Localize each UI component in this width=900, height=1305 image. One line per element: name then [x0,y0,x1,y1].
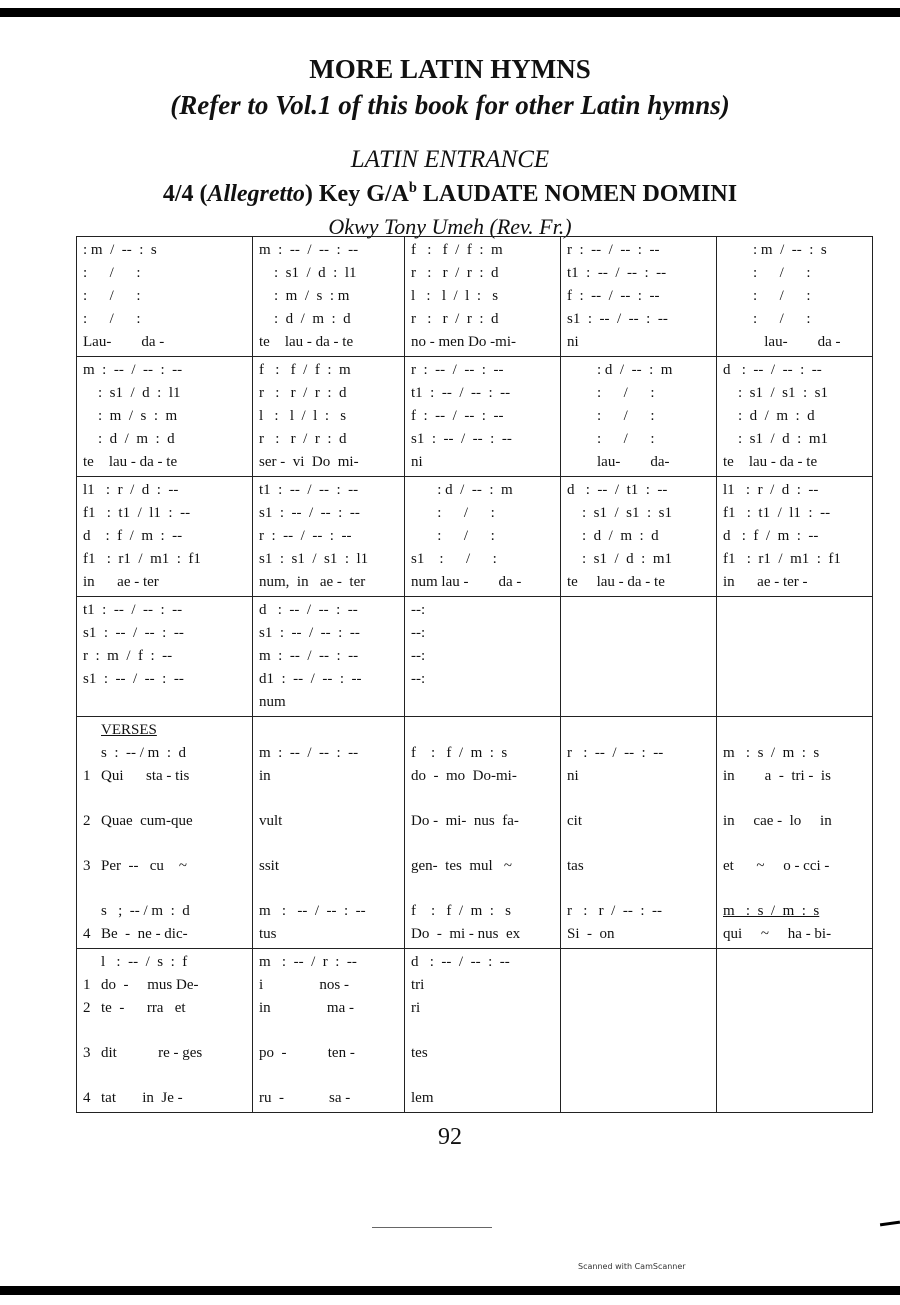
score-line: te lau - da - te [259,334,354,350]
empty-cell [561,949,717,1113]
score-line: num [259,694,286,710]
score-cell [561,597,717,717]
score-line: s1 : -- / -- : -- [567,311,668,327]
score-line: : / : [723,265,811,281]
score-line: s1 : -- / -- : -- [259,625,360,641]
verse-line: gen- tes mul ~ [411,858,513,874]
verse-line: lem [411,1090,434,1106]
score-row [77,597,873,717]
score-line: ser - vi Do mi- [259,454,359,470]
score-line: d : f / m : -- [723,528,819,544]
score-line: s1 : -- / -- : -- [259,505,360,521]
page-number: 92 [438,1124,462,1150]
verse-line: Be - ne - dic- [101,926,188,942]
verse-line: do - mo Do-mi- [411,768,517,784]
verses-row-b [77,949,873,1113]
verse-line: ru - sa - [259,1090,351,1106]
score-cell [405,597,561,717]
score-line: r : m / f : -- [83,648,173,664]
verses-cell-5 [717,717,873,949]
score-line: : m / -- : s [83,242,157,258]
scanner-watermark: Scanned with CamScanner [578,1262,686,1271]
score-line: : s1 / d : m1 [567,551,673,567]
score-cell [253,597,405,717]
verse-line: tri [411,977,425,993]
score-line: d : -- / -- : -- [259,602,358,618]
page-subtitle: (Refer to Vol.1 of this book for other Latin hymns) [170,90,730,120]
verse-line: l : -- / s : f [101,954,188,970]
verse-line: Si - on [567,926,615,942]
verse-line: i nos - [259,977,349,993]
score-line: : s1 / d : l1 [259,265,357,281]
score-line: r : -- / -- : -- [411,362,504,378]
score-line: : / : [83,311,141,327]
score-cell [717,357,873,477]
score-cell [253,237,405,357]
score-line: f : -- / -- : -- [567,288,660,304]
score-line: s1 : s1 / s1 : l1 [259,551,369,567]
score-line: --: [411,602,426,618]
verse-line: s ; -- / m : d [101,903,190,919]
score-line: f1 : t1 / l1 : -- [83,505,191,521]
score-cell [253,357,405,477]
verse-line: d : -- / -- : -- [411,954,510,970]
score-cell [405,357,561,477]
score-cell [405,477,561,597]
score-line: f1 : r1 / m1 : f1 [723,551,841,567]
score-line: l1 : r / d : -- [83,482,179,498]
score-cell [717,597,873,717]
verse-line: m : s / m : s [723,903,820,919]
score-line: : / : [411,528,495,544]
score-line: s1 : -- / -- : -- [83,671,184,687]
verse-line: tus [259,926,277,942]
score-line: : / : [723,311,811,327]
score-line: r : r / r : d [411,311,499,327]
verse-line: ni [567,768,579,784]
score-line: t1 : -- / -- : -- [411,385,511,401]
verse-line: m : -- / -- : -- [259,745,359,761]
score-line: --: [411,648,426,664]
verse-line: do - mus De- [101,977,199,993]
score-line: r : -- / -- : -- [259,528,352,544]
verses-cell-2b [253,949,405,1113]
score-line: t1 : -- / -- : -- [259,482,359,498]
score-row [77,357,873,477]
score-line: : / : [411,505,495,521]
verse-line: tat in Je - [101,1090,183,1106]
verse-line: Qui sta - tis [101,768,190,784]
verse-line: m : -- / -- : -- [259,903,366,919]
verse-line: po - ten - [259,1045,355,1061]
score-cell [77,597,253,717]
score-line: : s1 / s1 : s1 [723,385,829,401]
score-row [77,237,873,357]
score-line: t1 : -- / -- : -- [83,602,183,618]
score-line: --: [411,671,426,687]
score-line: s1 : / : [411,551,497,567]
score-line: te lau - da - te [723,454,818,470]
score-line: f : -- / -- : -- [411,408,504,424]
verse-line: in ma - [259,1000,354,1016]
score-line [411,691,554,714]
score-line: f : f / f : m [411,242,503,258]
score-line: in ae - ter - [723,574,808,590]
score-line: l : l / l : s [411,288,499,304]
score-line: : s1 / d : m1 [723,431,829,447]
score-line: : d / m : d [723,408,815,424]
score-line: in ae - ter [83,574,159,590]
verse-line: dit re - ges [101,1045,203,1061]
score-line: m : -- / -- : -- [259,242,359,258]
score-line: : d / m : d [567,528,659,544]
score-cell [561,357,717,477]
verse-line: r : -- / -- : -- [567,745,664,761]
verse-line: cit [567,813,582,829]
verse-line: s : -- / m : d [101,745,186,761]
bottom-border-bar [0,1286,900,1295]
scan-artifact-line [372,1227,492,1228]
score-line: : d / -- : m [411,482,513,498]
score-line: ni [567,334,579,350]
score-line: r : r / r : d [259,385,347,401]
score-line: f1 : r1 / m1 : f1 [83,551,201,567]
verse-numbers: 1 2 3 4 [83,977,91,1106]
verse-line: qui ~ ha - bi- [723,926,832,942]
score-line: l : l / l : s [259,408,347,424]
verses-cell-1b [77,949,253,1113]
verse-line: f : f / m : s [411,903,511,919]
score-line: --: [411,625,426,641]
score-line: Lau- da - [83,334,165,350]
verses-heading: VERSES [101,722,157,738]
score-line: num, in ae - ter [259,574,366,590]
verses-cell-1 [77,717,253,949]
empty-cell [717,949,873,1113]
score-line: : / : [567,408,655,424]
score-line: : d / m : d [83,431,175,447]
score-cell [77,357,253,477]
score-line: d : -- / t1 : -- [567,482,668,498]
verses-cell-4 [561,717,717,949]
score-line: : s1 / d : l1 [83,385,181,401]
score-line: f1 : t1 / l1 : -- [723,505,831,521]
score-cell [77,237,253,357]
score-line: : m / -- : s [723,242,827,258]
verse-line: in a - tri - is [723,768,831,784]
score-line: r : r / r : d [259,431,347,447]
score-line: : / : [567,385,655,401]
verses-row-a [77,717,873,949]
verse-line: Do - mi - nus ex [411,926,521,942]
score-line: te lau - da - te [567,574,665,590]
score-line: f : f / f : m [259,362,351,378]
verses-cell-3 [405,717,561,949]
hymn-meta: 4/4 (Allegretto) Key $G/A^b$ LAUDATE NOMEN DOMINI [162,180,738,207]
score-cell [561,237,717,357]
score-line: s1 : -- / -- : -- [83,625,184,641]
score-line: m : -- / -- : -- [259,648,359,664]
verse-numbers: 1 2 3 4 [83,768,91,942]
score-line: : m / s : m [259,288,350,304]
score-cell [717,237,873,357]
composer-credit: Okwy Tony Umeh (Rev. Fr.) [328,214,572,239]
score-line: te lau - da - te [83,454,178,470]
score-line: r : -- / -- : -- [567,242,660,258]
page-title: MORE LATIN HYMNS [309,54,591,84]
score-line: d : -- / -- : -- [723,362,822,378]
score-line: t1 : -- / -- : -- [567,265,667,281]
score-line: d : f / m : -- [83,528,183,544]
scan-artifact-mark [880,1221,900,1227]
score-row [77,477,873,597]
score-line: : d / m : d [259,311,351,327]
score-line: : s1 / s1 : s1 [567,505,673,521]
score-line: s1 : -- / -- : -- [411,431,512,447]
score-line: : d / -- : m [567,362,673,378]
top-border-bar [0,8,900,17]
score-line: m : -- / -- : -- [83,362,183,378]
verse-line: m : -- / r : -- [259,954,357,970]
verse-line: Do - mi- nus fa- [411,813,519,829]
verse-line: m : s / m : s [723,745,820,761]
score-line: l1 : r / d : -- [723,482,819,498]
verse-line: Quae cum-que [101,813,193,829]
score-line: d1 : -- / -- : -- [259,671,362,687]
score-line: : / : [83,288,141,304]
score-line: lau- da - [723,334,841,350]
score-line: : m / s : m [83,408,178,424]
verses-cell-2 [253,717,405,949]
score-cell [77,477,253,597]
score-line: : / : [567,431,655,447]
verse-line: in [259,768,271,784]
score-cell [405,237,561,357]
verse-line: ri [411,1000,421,1016]
score-line: lau- da- [567,454,670,470]
score-cell [561,477,717,597]
verses-cell-3b [405,949,561,1113]
score-cell [253,477,405,597]
score-line [83,691,246,714]
verse-line: vult [259,813,283,829]
score-line: num lau - da - [411,574,522,590]
section-title: LATIN ENTRANCE [350,146,550,173]
verse-line: f : f / m : s [411,745,508,761]
verse-line: in cae - lo in [723,813,832,829]
verse-line: et ~ o - cci - [723,858,830,874]
score-line: r : r / r : d [411,265,499,281]
verse-line: tes [411,1045,428,1061]
verse-line: ssit [259,858,280,874]
score-cell [717,477,873,597]
verse-line: Per -- cu ~ [101,858,188,874]
score-line: ni [411,454,423,470]
music-score-table [76,236,873,1113]
score-line: : / : [723,288,811,304]
verse-line: te - rra et [101,1000,186,1016]
score-line: no - men Do -mi- [411,334,516,350]
score-line: : / : [83,265,141,281]
verse-line: r : r / -- : -- [567,903,662,919]
verse-line: tas [567,858,584,874]
